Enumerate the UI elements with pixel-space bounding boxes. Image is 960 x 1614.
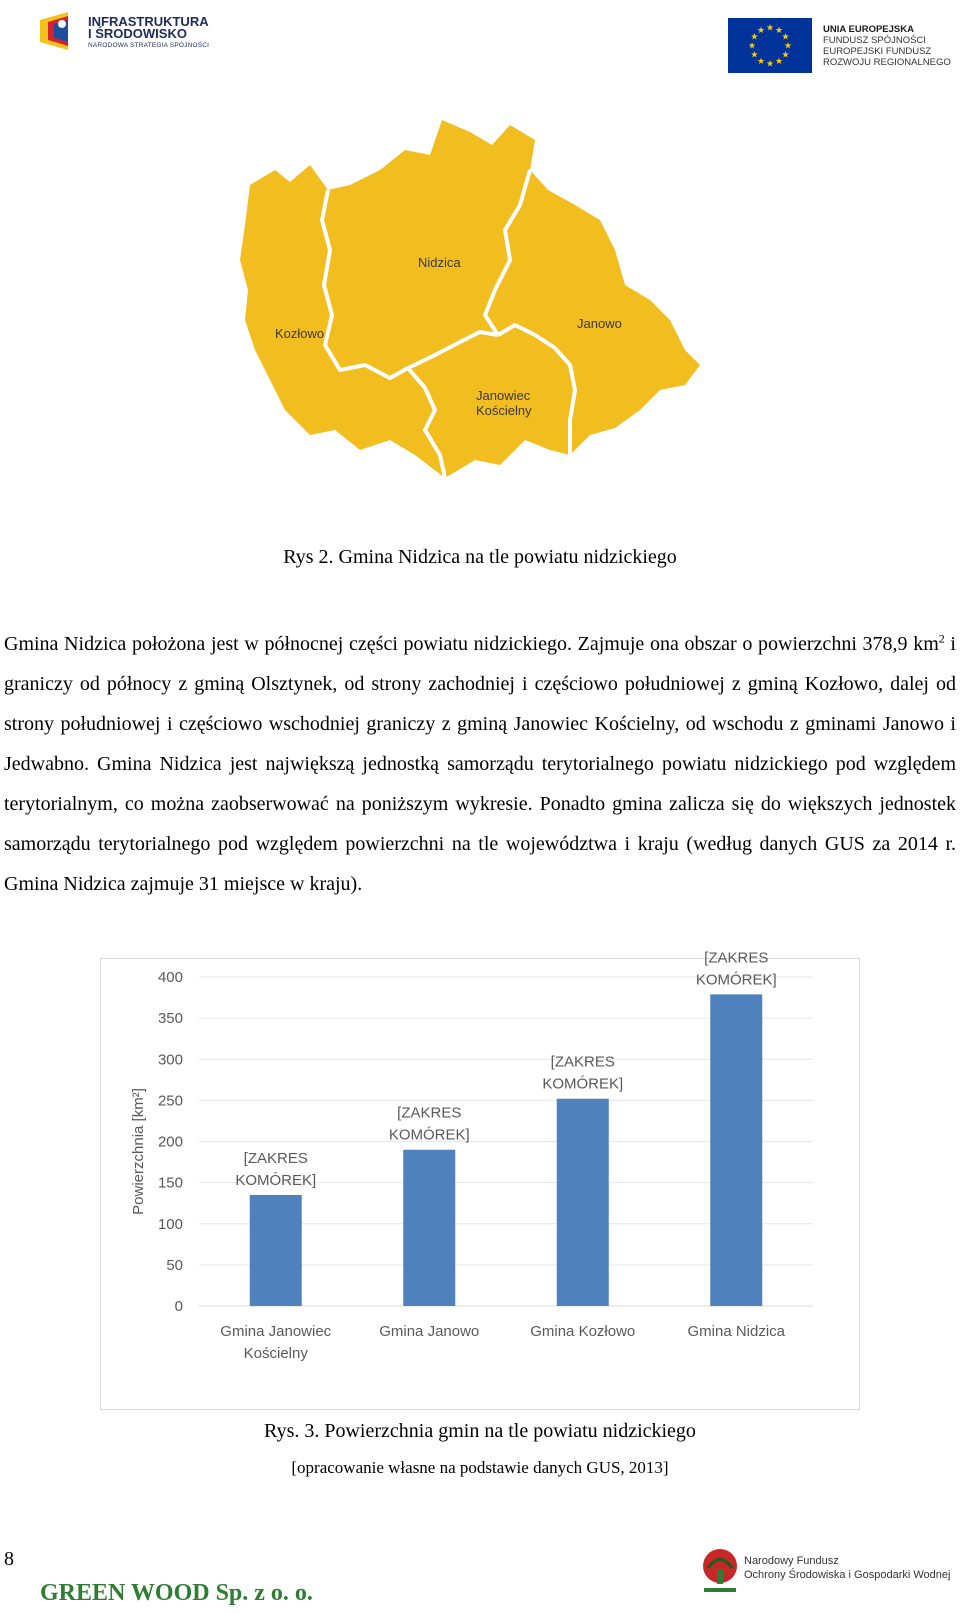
logo-left-line2: I ŚRODOWISKO — [88, 26, 187, 41]
page-number: 8 — [4, 1548, 14, 1570]
x-category-label: Gmina Janowiec — [220, 1323, 332, 1340]
bar — [557, 1099, 609, 1306]
map-label-janowo: Janowo — [577, 316, 622, 331]
logo-left-line3: NARODOWA STRATEGIA SPÓJNOŚCI — [88, 42, 210, 49]
infrastruktura-logo — [38, 10, 238, 55]
logo-right-line4: ROZWOJU REGIONALNEGO — [823, 57, 951, 68]
nfos-tree-icon — [700, 1546, 740, 1601]
eu-star-icon: ★ — [750, 31, 759, 42]
logo-right-line2: FUNDUSZ SPÓJNOŚCI — [823, 35, 926, 46]
data-label: [ZAKRES — [243, 1149, 308, 1167]
eu-star-icon: ★ — [765, 58, 775, 69]
paragraph-part2: i graniczy od północy z gminą Olsztynek, od strony zachodniej i częściowo południowej z gminą Kozłowo, dalej od strony południowej i częściowo wschodniej graniczy z gminą Janowiec Kościelny, od wschodu z gminami Janowo i Jedwabno. Gmina Nidzica jest największą jednostką samorządu terytorialnego powiatu nidzickiego pod względem terytorialnym, co można zaobserwować na poniższym wykresie. Ponadto gmina zalicza się do większych jednostek samorządu terytorialnego pod względem powierzchni na tle województwa i kraju (według danych GUS za 2014 r. Gmina Nidzica zajmuje 31 miejsce w kraju). — [4, 633, 956, 895]
eu-star-icon: ★ — [765, 22, 775, 33]
logo-right-line1: UNIA EUROPEJSKA — [823, 24, 914, 35]
eu-star-icon: ★ — [774, 56, 784, 67]
x-category-label: Gmina Janowo — [379, 1323, 480, 1340]
figure2-caption: Rys 2. Gmina Nidzica na tle powiatu nidzickiego — [283, 546, 677, 568]
y-axis-title: Powierzchnia [km²] — [130, 1088, 147, 1215]
body-paragraph — [4, 624, 956, 904]
y-tick-label: 100 — [157, 1215, 183, 1233]
nfos-line2: Ochrony Środowiska i Gospodarki Wodnej — [744, 1569, 951, 1581]
y-tick-label: 0 — [174, 1298, 183, 1315]
infrastruktura-flag-icon — [38, 10, 84, 55]
nfos-logo — [700, 1546, 955, 1606]
y-tick-label: 50 — [166, 1256, 183, 1274]
y-tick-label: 300 — [157, 1051, 183, 1069]
map-label-nidzica: Nidzica — [418, 255, 461, 270]
eu-star-icon: ★ — [756, 24, 766, 35]
eu-star-icon: ★ — [750, 49, 759, 60]
map-label-janowiec: Janowiec — [476, 388, 531, 403]
paragraph-part1: Gmina Nidzica położona jest w północnej części powiatu nidzickiego. Zajmuje ona obszar o powierzchni 378,9 km — [4, 633, 939, 655]
data-label: KOMÓREK] — [388, 1126, 470, 1144]
y-tick-label: 150 — [157, 1174, 183, 1192]
bar — [710, 994, 762, 1306]
county-shape — [240, 120, 700, 478]
bar — [403, 1150, 455, 1306]
data-label: [ZAKRES — [704, 949, 769, 967]
paragraph-sup: 2 — [938, 631, 945, 646]
chart-svg — [101, 949, 859, 1409]
data-label: KOMÓREK] — [695, 971, 777, 989]
x-category-label: Gmina Nidzica — [687, 1323, 786, 1340]
eu-star-icon: ★ — [783, 40, 793, 51]
map-label-koscielny: Kościelny — [476, 403, 532, 418]
logo-left-line1: INFRASTRUKTURA — [88, 14, 209, 29]
y-tick-label: 350 — [157, 1010, 183, 1028]
nfos-line1: Narodowy Fundusz — [744, 1555, 839, 1567]
county-map — [230, 110, 730, 490]
eu-logo — [728, 18, 953, 73]
map-label-kozlowo: Kozłowo — [275, 326, 325, 341]
eu-star-icon: ★ — [747, 40, 757, 51]
eu-flag-icon — [728, 18, 812, 73]
x-category-label: Kościelny — [243, 1345, 308, 1362]
y-tick-label: 200 — [157, 1133, 183, 1151]
eu-star-icon: ★ — [756, 56, 766, 67]
bar — [250, 1195, 302, 1306]
company-name: GREEN WOOD Sp. z o. o. — [40, 1580, 313, 1606]
logo-right-line3: EUROPEJSKI FUNDUSZ — [823, 46, 932, 57]
data-label: [ZAKRES — [550, 1053, 615, 1071]
eu-star-icon: ★ — [781, 31, 790, 42]
x-category-label: Gmina Kozłowo — [530, 1323, 636, 1340]
data-label: [ZAKRES — [397, 1104, 462, 1122]
eu-star-icon: ★ — [774, 24, 784, 35]
data-label: KOMÓREK] — [235, 1171, 317, 1189]
y-tick-label: 250 — [157, 1092, 183, 1110]
figure3-caption: Rys. 3. Powierzchnia gmin na tle powiatu nidzickiego — [264, 1420, 696, 1442]
data-label: KOMÓREK] — [542, 1075, 624, 1093]
y-tick-label: 400 — [157, 969, 183, 986]
eu-star-icon: ★ — [781, 49, 790, 60]
area-bar-chart — [100, 949, 860, 1410]
source-note: [opracowanie własne na podstawie danych GUS, 2013] — [291, 1458, 669, 1477]
